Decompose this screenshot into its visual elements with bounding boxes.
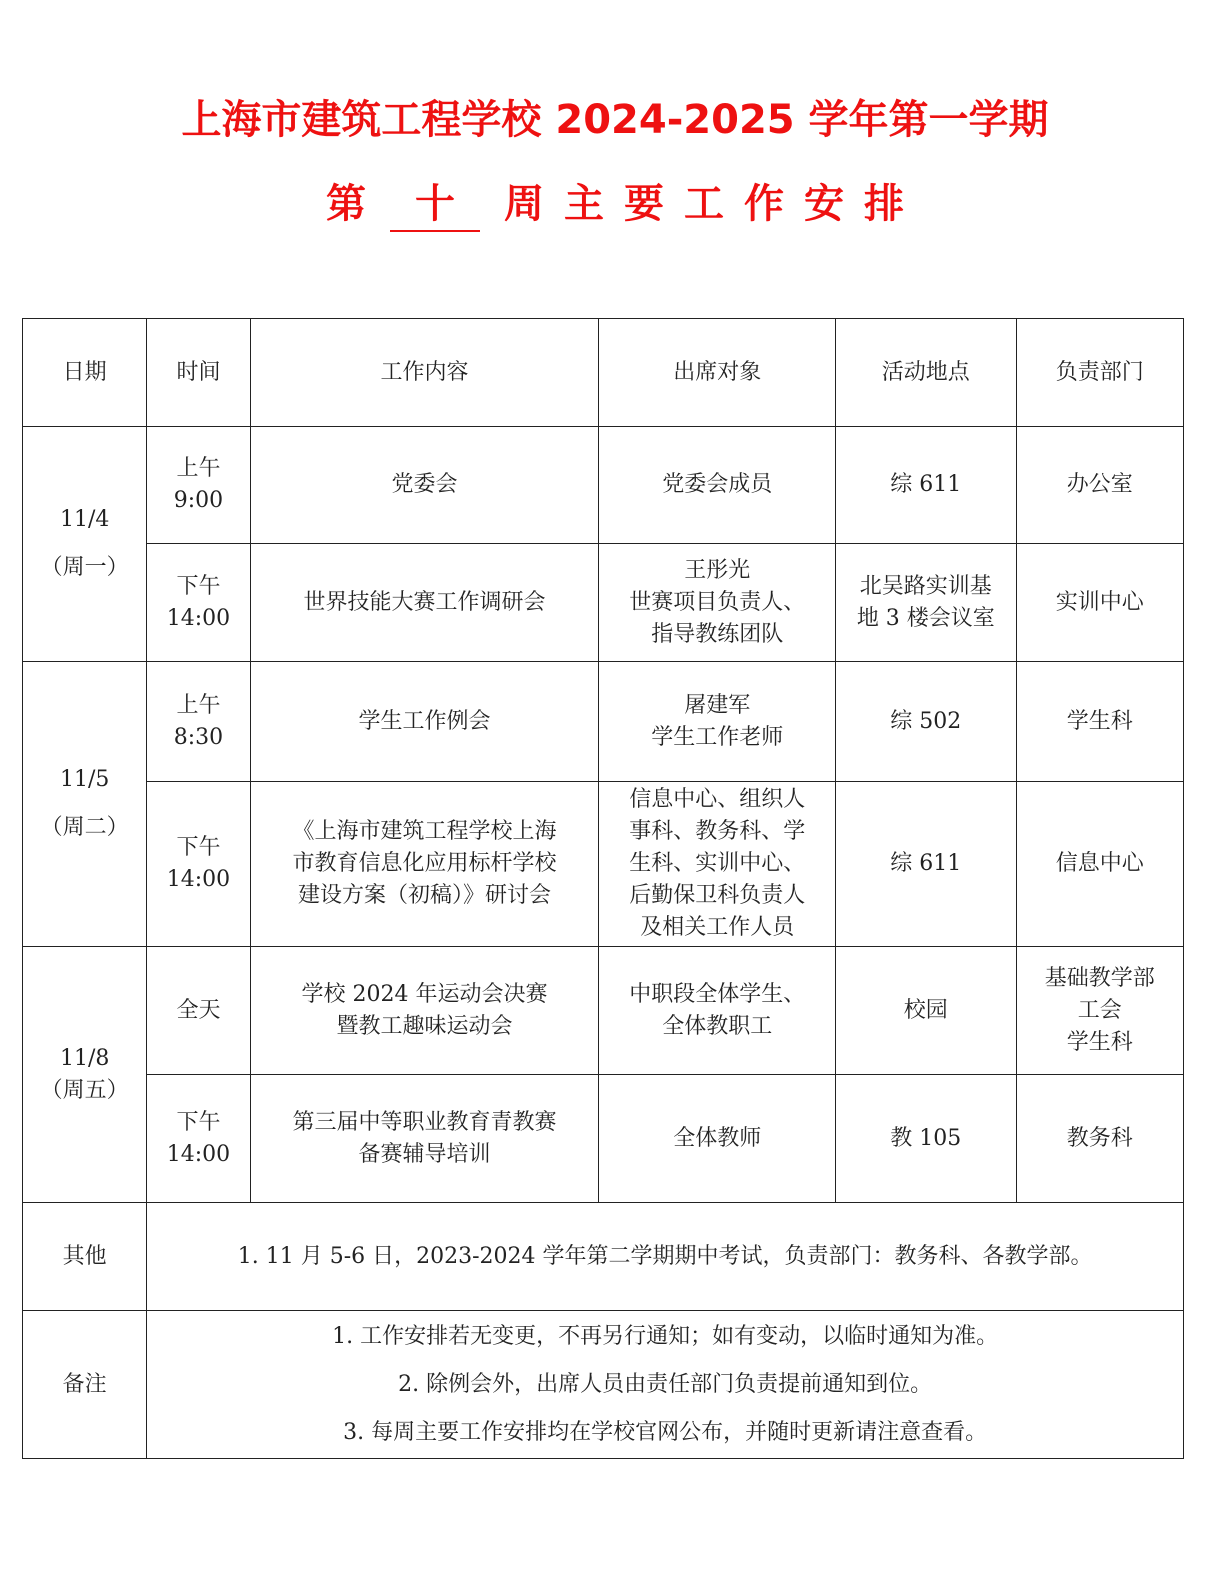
attendees-text: 生科、实训中心、 [629, 851, 806, 876]
remark-item: 1. 工作安排若无变更，不再另行通知；如有变动，以临时通知为准。 [332, 1323, 999, 1349]
location-cell [836, 427, 1016, 544]
attendees-text: 世赛项目负责人、 [629, 589, 806, 615]
attendees-cell [599, 947, 836, 1075]
content-cell [250, 427, 599, 544]
department-text: 办公室 [1066, 472, 1133, 497]
time-cell [147, 662, 250, 782]
header-row [23, 319, 1184, 427]
department-text: 学生科 [1066, 708, 1133, 734]
subtitle-char: 周 [504, 181, 544, 227]
attendees-text: 信息中心、组织人 [629, 787, 806, 812]
table-row [23, 427, 1184, 544]
content-text: 世界技能大赛工作调研会 [303, 589, 546, 615]
table-row [23, 544, 1184, 662]
attendees-text: 及相关工作人员 [640, 915, 795, 940]
content-text: 暨教工趣味运动会 [336, 1013, 513, 1039]
time-text: 下午 [176, 835, 221, 860]
attendees-cell [599, 662, 836, 782]
header-department: 负责部门 [1016, 319, 1183, 427]
content-cell [250, 544, 599, 662]
subtitle-char: 主 [564, 181, 604, 227]
content-text: 第三届中等职业教育青教赛 [292, 1109, 557, 1135]
location-cell [836, 947, 1016, 1075]
time-cell [147, 947, 250, 1075]
attendees-text: 后勤保卫科负责人 [629, 883, 806, 908]
subtitle-char: 安 [804, 181, 844, 227]
attendees-cell [599, 544, 836, 662]
document-title: 上海市建筑工程学校 2024-2025 学年第一学期 [181, 97, 1049, 143]
location-cell [836, 544, 1016, 662]
time-cell [147, 427, 250, 544]
subtitle-char: 作 [744, 181, 784, 227]
header-attendees: 出席对象 [599, 319, 836, 427]
time-text: 全天 [176, 997, 221, 1023]
time-text: 8:30 [173, 724, 224, 750]
department-text: 学生科 [1066, 1029, 1133, 1055]
schedule-table [22, 318, 1184, 1459]
attendees-text: 指导教练团队 [651, 621, 784, 647]
department-text: 信息中心 [1055, 851, 1144, 876]
date-text: 11/4 [59, 507, 110, 532]
subtitle-char: 要 [624, 181, 664, 227]
header-time: 时间 [147, 319, 250, 427]
table-row [23, 782, 1184, 947]
location-text: 北吴路实训基 [859, 573, 992, 599]
subtitle-char: 排 [864, 181, 904, 227]
time-text: 14:00 [166, 605, 231, 631]
attendees-text: 王彤光 [684, 557, 751, 583]
time-text: 下午 [176, 1109, 221, 1135]
other-text: 1. 11 月 5-6 日，2023-2024 学年第二学期期中考试，负责部门：教务科、各教学部。 [147, 1203, 1184, 1311]
department-text: 实训中心 [1055, 589, 1144, 615]
department-cell [1016, 544, 1183, 662]
content-cell [250, 782, 599, 947]
subtitle-di: 第 [326, 181, 366, 227]
department-text: 教务科 [1066, 1125, 1133, 1151]
content-text: 《上海市建筑工程学校上海 [292, 819, 557, 844]
department-text: 基础教学部 [1044, 965, 1155, 991]
content-cell [250, 662, 599, 782]
location-text: 教 105 [890, 1125, 962, 1151]
table-row [23, 947, 1184, 1075]
content-text: 党委会 [391, 472, 458, 497]
remark-item: 3. 每周主要工作安排均在学校官网公布，并随时更新请注意查看。 [343, 1419, 988, 1445]
other-row [23, 1203, 1184, 1311]
header-date: 日期 [23, 319, 147, 427]
weekday-text: （周二） [40, 815, 129, 840]
location-text: 校园 [903, 997, 948, 1023]
department-cell [1016, 662, 1183, 782]
content-text: 学生工作例会 [358, 708, 491, 734]
department-cell [1016, 427, 1183, 544]
time-text: 上午 [176, 456, 221, 481]
weekday-text: （周一） [40, 555, 129, 580]
time-text: 上午 [176, 692, 221, 718]
week-number: 十 [390, 178, 480, 232]
attendees-text: 中职段全体学生、 [629, 981, 806, 1007]
header-content: 工作内容 [250, 319, 599, 427]
header-location: 活动地点 [836, 319, 1016, 427]
location-text: 综 611 [890, 851, 962, 876]
table-row [23, 662, 1184, 782]
attendees-cell [599, 427, 836, 544]
attendees-text: 党委会成员 [662, 472, 773, 497]
weekday-text: （周五） [40, 1077, 129, 1103]
attendees-text: 学生工作老师 [651, 724, 784, 750]
attendees-text: 全体教师 [673, 1125, 762, 1151]
content-text: 备赛辅导培训 [358, 1141, 491, 1167]
location-text: 综 502 [890, 708, 962, 734]
content-text: 学校 2024 年运动会决赛 [301, 981, 548, 1007]
date-text: 11/8 [59, 1045, 110, 1071]
date-text: 11/5 [59, 767, 110, 792]
attendees-text: 屠建军 [684, 692, 751, 718]
content-text: 市教育信息化应用标杆学校 [292, 851, 557, 876]
content-text: 建设方案（初稿）》研讨会 [298, 883, 552, 908]
location-text: 地 3 楼会议室 [856, 605, 995, 631]
location-cell [836, 782, 1016, 947]
time-cell [147, 782, 250, 947]
department-cell [1016, 782, 1183, 947]
subtitle-char: 工 [684, 181, 724, 227]
content-cell [250, 947, 599, 1075]
location-text: 综 611 [890, 472, 962, 497]
remarks-row [23, 1311, 1184, 1459]
department-cell [1016, 1075, 1183, 1203]
attendees-text: 事科、教务科、学 [629, 819, 806, 844]
department-cell [1016, 947, 1183, 1075]
date-cell [23, 947, 147, 1203]
time-text: 14:00 [166, 867, 231, 892]
attendees-cell [599, 1075, 836, 1203]
date-cell [23, 662, 147, 947]
date-cell [23, 427, 147, 662]
content-cell [250, 1075, 599, 1203]
time-text: 下午 [176, 573, 221, 599]
department-text: 工会 [1077, 997, 1122, 1023]
time-text: 14:00 [166, 1141, 231, 1167]
time-cell [147, 544, 250, 662]
time-text: 9:00 [173, 488, 224, 513]
remarks-list [147, 1311, 1184, 1459]
table-row [23, 1075, 1184, 1203]
location-cell [836, 662, 1016, 782]
remarks-label: 备注 [23, 1311, 147, 1459]
document-subtitle [0, 174, 1230, 234]
remark-item: 2. 除例会外，出席人员由责任部门负责提前通知到位。 [398, 1371, 933, 1397]
other-label: 其他 [23, 1203, 147, 1311]
attendees-text: 全体教职工 [662, 1013, 773, 1039]
location-cell [836, 1075, 1016, 1203]
attendees-cell [599, 782, 836, 947]
time-cell [147, 1075, 250, 1203]
